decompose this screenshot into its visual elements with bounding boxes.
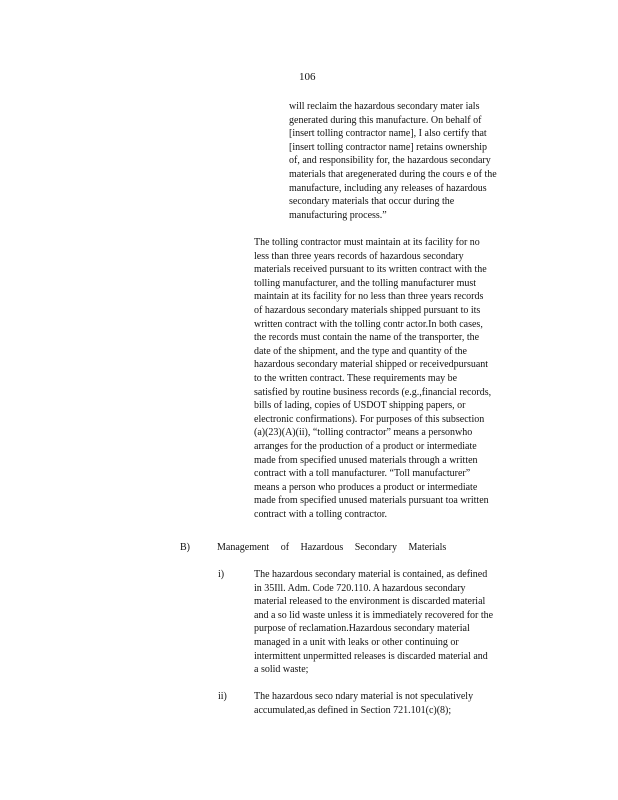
text-line: of hazardous secondary materials shipped pursuant to its: [254, 304, 481, 316]
text-line: means a person who produces a product or intermediate: [254, 481, 478, 493]
tolling-records-paragraph: [254, 236, 539, 521]
text-line: the records must contain the name of the transporter, the: [254, 332, 480, 344]
text-line: manufacture, including any releases of hazardous: [289, 182, 487, 194]
text-line: date of the shipment, and the type and quantity of the: [254, 345, 467, 357]
text-line: hazardous secondary material shipped or receivedpursuant: [254, 359, 489, 371]
text-line: The tolling contractor must maintain at its facility for no: [254, 237, 480, 248]
text-line: electronic confirmations). For purposes of this subsection: [254, 413, 485, 425]
text-line: and a so lid waste unless it is immediately recovered for the: [254, 609, 494, 621]
text-line: a solid waste;: [254, 664, 309, 676]
certification-quote-block: [289, 100, 541, 222]
text-line: secondary materials that occur during the: [289, 196, 455, 208]
item-ii-marker: ii): [218, 691, 227, 702]
text-line: arranges for the production of a product or intermediate: [254, 440, 477, 452]
text-line: bills of lading, copies of USDOT shipping papers, or: [254, 400, 466, 412]
text-line: satisfied by routine business records (e.g.,financial records,: [254, 386, 492, 398]
text-line: accumulated,as defined in Section 721.101(c)(8);: [254, 704, 452, 716]
text-line: of, and responsibility for, the hazardous secondary: [289, 155, 491, 167]
item-i-marker: i): [218, 569, 225, 580]
section-b-marker: B): [180, 542, 190, 553]
text-line: will reclaim the hazardous secondary mater ials: [289, 101, 480, 112]
text-line: contract with a toll manufacturer. “Toll manufacturer”: [254, 468, 471, 480]
text-line: materials that aregenerated during the cours e of the: [289, 168, 497, 180]
text-line: (a)(23)(A)(ii), “tolling contractor” means a personwho: [254, 427, 473, 439]
section-b-heading: Management of Hazardous Secondary Materials: [217, 542, 447, 553]
text-line: contract with a tolling contractor.: [254, 508, 388, 520]
text-line: in 35Ill. Adm. Code 720.110. A hazardous secondary: [254, 582, 466, 594]
page-number: 106: [299, 71, 316, 83]
text-line: maintain at its facility for no less than three years records: [254, 291, 484, 303]
text-line: [insert tolling contractor name], I also certify that: [289, 128, 487, 140]
item-ii-text: [254, 690, 539, 717]
text-line: [insert tolling contractor name] retains ownership: [289, 141, 487, 153]
text-line: managed in a unit with leaks or other continuing or: [254, 636, 459, 648]
text-line: written contract with the tolling contr actor.In both cases,: [254, 318, 483, 330]
text-line: made from specified unused materials pursuant toa written: [254, 495, 489, 507]
text-line: tolling manufacturer, and the tolling manufacturer must: [254, 277, 477, 289]
text-line: The hazardous seco ndary material is not speculatively: [254, 691, 474, 702]
text-line: to the written contract. These requirements may be: [254, 372, 458, 384]
text-line: material released to the environment is discarded material: [254, 596, 486, 608]
text-line: generated during this manufacture. On behalf of: [289, 114, 482, 126]
item-i-text: [254, 568, 539, 677]
text-line: made from specified unused materials through a written: [254, 454, 478, 466]
text-line: manufacturing process.”: [289, 209, 387, 221]
text-line: The hazardous secondary material is contained, as defined: [254, 569, 488, 580]
text-line: less than three years records of hazardous secondary: [254, 250, 464, 262]
text-line: purpose of reclamation.Hazardous secondary material: [254, 623, 470, 635]
text-line: intermittent unpermitted releases is discarded material and: [254, 650, 488, 662]
text-line: materials received pursuant to its written contract with the: [254, 264, 487, 276]
